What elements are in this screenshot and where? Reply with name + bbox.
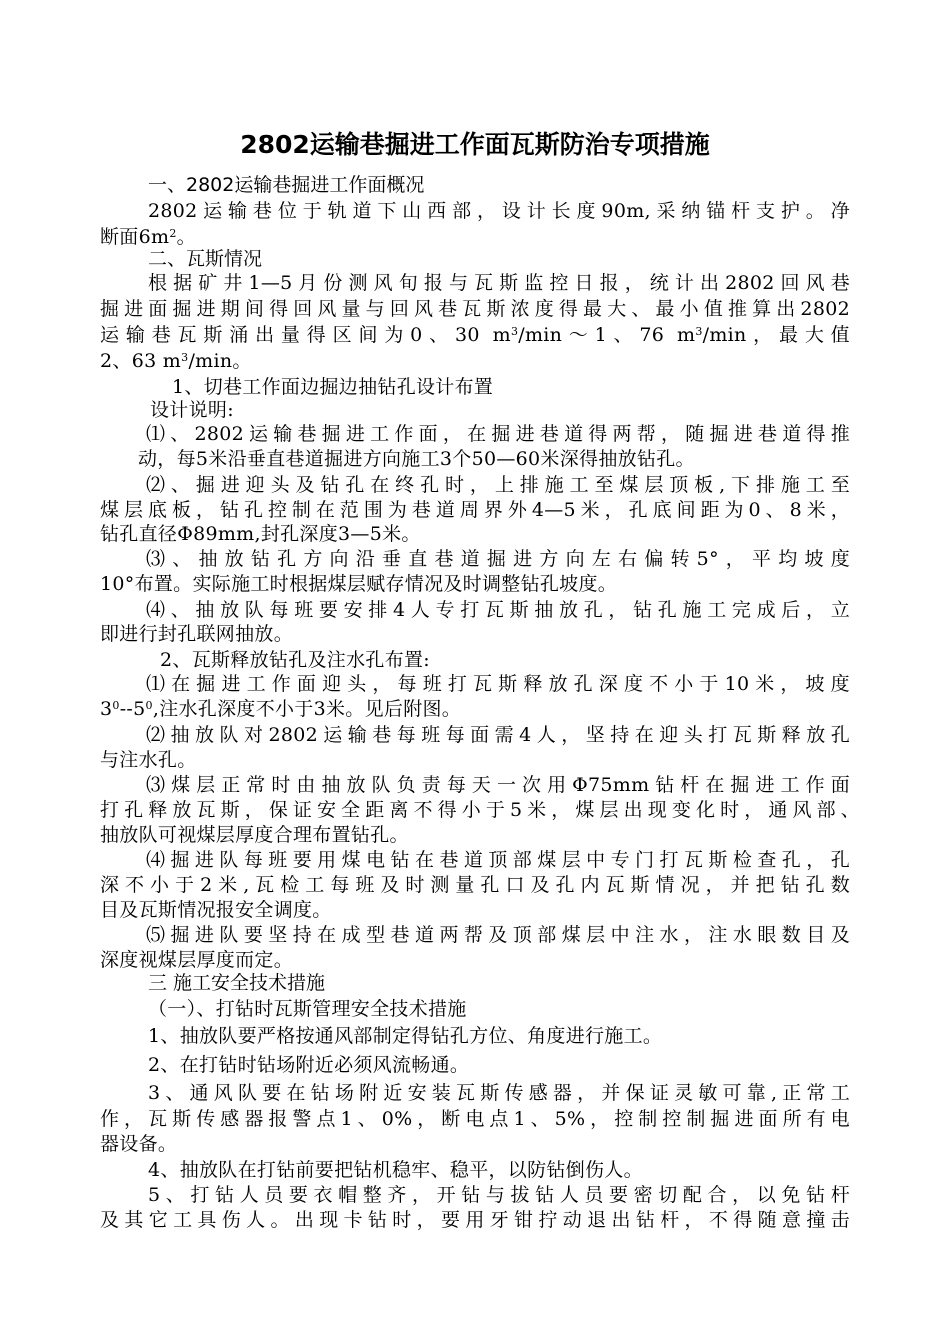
subsection-heading: 2、瓦斯释放钻孔及注水孔布置: xyxy=(160,649,430,671)
paragraph-line: 根据矿井1—5月份测风旬报与瓦斯监控日报，统计出2802回风巷 xyxy=(148,272,850,294)
list-item-line: 与注水孔。 xyxy=(100,749,197,771)
list-item-line: ⑴、2802运输巷掘进工作面，在掘进巷道得两帮，随掘进巷道得推 xyxy=(146,423,850,445)
list-item-line: 煤层底板，钻孔控制在范围为巷道周界外4—5米，孔底间距为0、8米， xyxy=(100,499,850,521)
list-item-line: 器设备。 xyxy=(100,1133,178,1155)
list-item-line: ⑵抽放队对2802运输巷每班每面需4人，坚持在迎头打瓦斯释放孔 xyxy=(146,724,850,746)
page-title: 2802运输巷掘进工作面瓦斯防治专项措施 xyxy=(240,130,710,159)
list-item-line: ⑸掘进队要坚持在成型巷道两帮及顶部煤层中注水，注水眼数目及 xyxy=(146,924,850,946)
list-item-line: 作，瓦斯传感器报警点1、0%，断电点1、5%，控制控制掘进面所有电 xyxy=(100,1108,850,1130)
list-item-line: ⑵、掘进迎头及钻孔在终孔时，上排施工至煤层顶板,下排施工至 xyxy=(146,474,850,496)
list-item-line: 即进行封孔联网抽放。 xyxy=(100,623,294,645)
list-item-line: ⑶煤层正常时由抽放队负责每天一次用Φ75mm钻杆在掘进工作面 xyxy=(146,774,850,796)
list-item-line: 1、抽放队要严格按通风部制定得钻孔方位、角度进行施工。 xyxy=(148,1025,663,1047)
list-item-line: 抽放队可视煤层厚度合理布置钻孔。 xyxy=(100,824,409,846)
list-item-line: 4、抽放队在打钻前要把钻机稳牢、稳平，以防钻倒伤人。 xyxy=(148,1159,643,1181)
paragraph-line: 2、63 $m^3/\min$。 xyxy=(100,350,252,372)
list-item-line: ⑴在掘进工作面迎头，每班打瓦斯释放孔深度不小于10米，坡度 xyxy=(146,673,850,695)
list-item-line: 2、在打钻时钻场附近必须风流畅通。 xyxy=(148,1054,470,1076)
list-item-line: 目及瓦斯情况报安全调度。 xyxy=(100,899,332,921)
list-item-line: ⑶、抽放钻孔方向沿垂直巷道掘进方向左右偏转5°，平均坡度 xyxy=(146,548,850,570)
paragraph-line: 掘进面掘进期间得回风量与回风巷瓦斯浓度得最大、最小值推算出2802 xyxy=(100,298,850,320)
paragraph-line: 2802运输巷位于轨道下山西部，设计长度90m,采纳锚杆支护。净 xyxy=(148,200,850,222)
subsection-heading: 1、切巷工作面边掘边抽钻孔设计布置 xyxy=(172,376,494,398)
subsection-heading: （一）、打钻时瓦斯管理安全技术措施 xyxy=(148,998,467,1020)
paragraph-line: 设计说明: xyxy=(150,399,234,421)
section-heading-gas: 二、瓦斯情况 xyxy=(148,248,263,270)
list-item-line: 10°布置。实际施工时根据煤层赋存情况及时调整钻孔坡度。 xyxy=(100,573,618,595)
list-item-line: 打孔释放瓦斯，保证安全距离不得小于5米，煤层出现变化时，通风部、 xyxy=(100,799,860,821)
list-item-line: 钻孔直径Φ89mm,封孔深度3—5米。 xyxy=(100,523,421,545)
list-item-line: 深度视煤层厚度而定。 xyxy=(100,949,294,971)
list-item-line: ⑷、抽放队每班要安排4人专打瓦斯抽放孔，钻孔施工完成后，立 xyxy=(146,599,850,621)
list-item-line: 5、打钻人员要衣帽整齐，开钻与拔钻人员要密切配合，以免钻杆 xyxy=(148,1184,850,1206)
section-heading-safety: 三 施工安全技术措施 xyxy=(148,972,326,994)
list-item-line: 及其它工具伤人。出现卡钻时，要用牙钳拧动退出钻杆，不得随意撞击 xyxy=(100,1209,850,1231)
list-item-line: 动，每5米沿垂直巷道掘进方向施工3个50—60米深得抽放钻孔。 xyxy=(138,448,695,470)
list-item-line: 3、通风队要在钻场附近安装瓦斯传感器，并保证灵敏可靠,正常工 xyxy=(148,1082,850,1104)
section-heading-overview: 一、2802运输巷掘进工作面概况 xyxy=(148,174,425,196)
paragraph-line: 运输巷瓦斯涌出量得区间为0、30 $m^3/\min\sim 1$、76 $m^3/\min$，最大值 xyxy=(100,324,850,346)
list-item-line: ⑷掘进队每班要用煤电钻在巷道顶部煤层中专门打瓦斯检查孔，孔 xyxy=(146,849,850,871)
list-item-line: 深不小于2米,瓦检工每班及时测量孔口及孔内瓦斯情况，并把钻孔数 xyxy=(100,874,850,896)
list-item-line: $3^0--5^0$,注水孔深度不小于3米。见后附图。 xyxy=(100,698,462,720)
paragraph-line: 断面$6m^2$。 xyxy=(100,226,196,248)
